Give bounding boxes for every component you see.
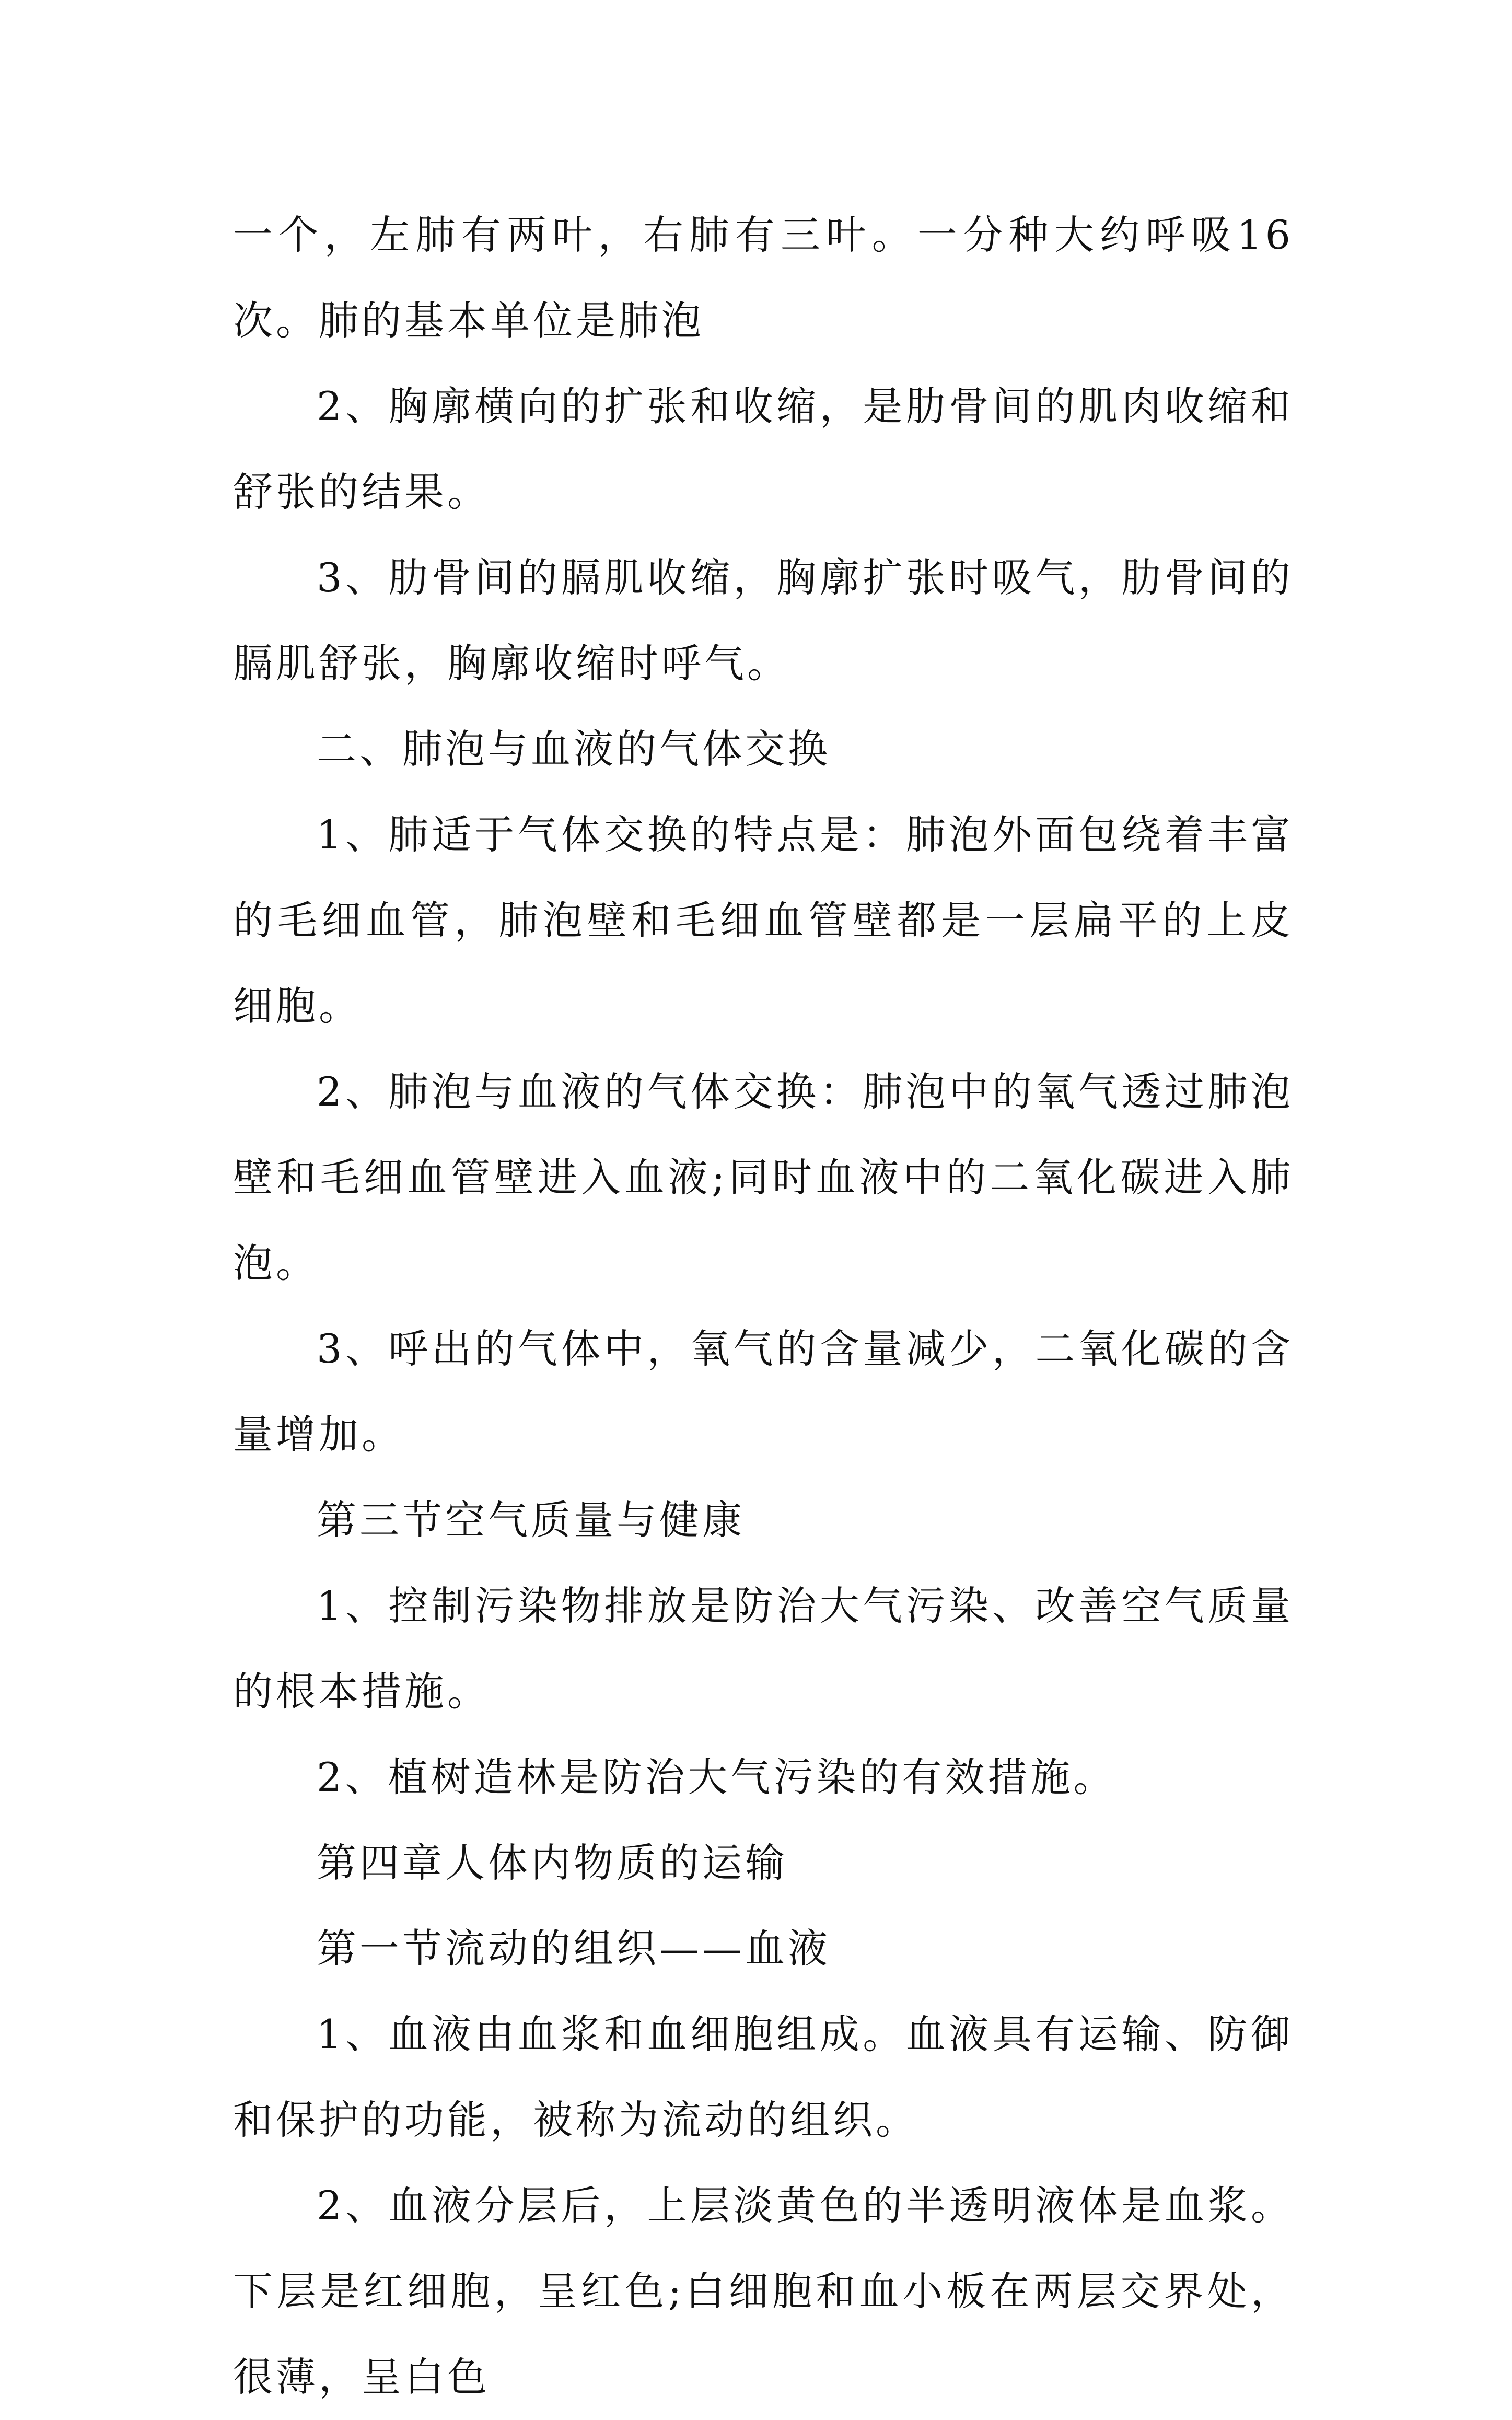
heading-alveoli-gas-exchange: 二、肺泡与血液的气体交换 (317, 726, 831, 772)
paragraph-exhaled-gas: 3、呼出的气体中，氧气的含量减少，二氧化碳的含量增加。 (233, 1325, 1294, 1458)
paragraph-alveoli-blood-exchange: 2、肺泡与血液的气体交换：肺泡中的氧气透过肺泡壁和毛细血管壁进入血液;同时血液中的二氧化碳进入肺泡。 (233, 1068, 1294, 1286)
document-body (233, 192, 1294, 2420)
heading-air-quality: 第三节空气质量与健康 (317, 1497, 745, 1543)
paragraph-lung-features: 1、肺适于气体交换的特点是：肺泡外面包绕着丰富的毛细血管，肺泡壁和毛细血管壁都是一层扁平的上皮细胞。 (233, 811, 1294, 1029)
paragraph-diaphragm-breathing: 3、肋骨间的膈肌收缩，胸廓扩张时吸气，肋骨间的膈肌舒张，胸廓收缩时呼气。 (233, 554, 1294, 687)
paragraph-afforestation: 2、植树造林是防治大气污染的有效措施。 (317, 1754, 1116, 1800)
heading-blood-section: 第一节流动的组织——血液 (317, 1925, 831, 1972)
paragraph-blood-composition: 1、血液由血浆和血细胞组成。血液具有运输、防御和保护的功能，被称为流动的组织。 (233, 2011, 1294, 2143)
paragraph-blood-layers: 2、血液分层后，上层淡黄色的半透明液体是血浆。下层是红细胞，呈红色;白细胞和血小板在两层交界处，很薄，呈白色 (233, 2182, 1294, 2400)
paragraph-thorax-expansion: 2、胸廓横向的扩张和收缩，是肋骨间的肌肉收缩和舒张的结果。 (233, 383, 1294, 515)
heading-chapter-four: 第四章人体内物质的运输 (317, 1840, 788, 1886)
paragraph-pollution-control: 1、控制污染物排放是防治大气污染、改善空气质量的根本措施。 (233, 1583, 1294, 1715)
paragraph-lung-lobes: 一个，左肺有两叶，右肺有三叶。一分种大约呼吸16次。肺的基本单位是肺泡 (233, 212, 1294, 344)
